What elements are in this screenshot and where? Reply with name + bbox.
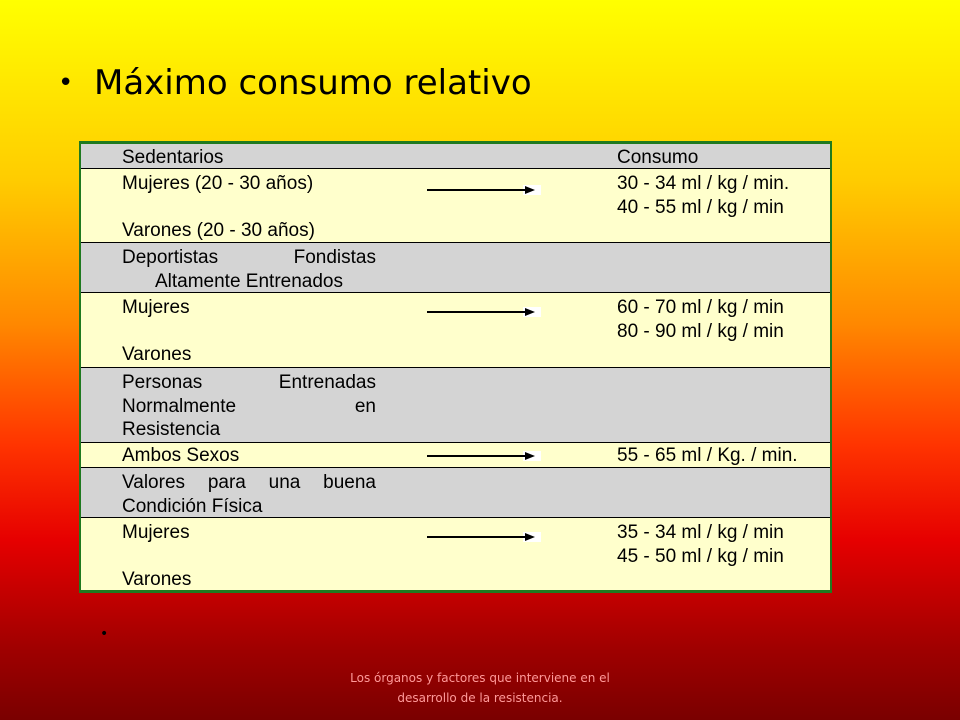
footer-line2: desarrollo de la resistencia.	[397, 691, 563, 705]
slide-title-row	[58, 58, 532, 108]
row3-labels	[122, 296, 376, 367]
row1-label-spacer	[122, 196, 376, 220]
row3-values	[617, 296, 837, 343]
row5-label: Ambos Sexos	[122, 445, 240, 466]
row1-value-varones: 40 - 55 ml / kg / min	[617, 196, 784, 218]
row7-label-spacer	[122, 545, 376, 569]
bullet-icon: •	[58, 68, 74, 98]
row7-label-varones: Varones	[122, 569, 192, 590]
row7-label-mujeres: Mujeres	[122, 522, 190, 543]
arrow-right-icon	[427, 305, 541, 319]
row1-label-mujeres: Mujeres (20 - 30 años)	[122, 173, 314, 194]
arrow-right-icon	[427, 530, 541, 544]
row6-label-line1: Valores para una buena	[122, 472, 376, 493]
row1-value-mujeres: 30 - 34 ml / kg / min.	[617, 173, 790, 194]
row4-label-line1: Personas Entrenadas	[122, 372, 376, 393]
row4-labels	[122, 371, 376, 442]
row5-value: 55 - 65 ml / Kg. / min.	[617, 445, 798, 466]
row3-label-mujeres: Mujeres	[122, 297, 190, 318]
table-row-entrenadas	[81, 368, 830, 443]
row6-label-line2: Condición Física	[122, 495, 263, 517]
row3-value-varones: 80 - 90 ml / kg / min	[617, 320, 784, 342]
table-row-condicion-values	[81, 518, 830, 590]
row1-labels	[122, 172, 376, 243]
row4-label-line2: Normalmente en	[122, 395, 376, 417]
row7-value-mujeres: 35 - 34 ml / kg / min	[617, 522, 784, 543]
header-sedentarios: Sedentarios	[122, 147, 224, 168]
row1-label-varones: Varones (20 - 30 años)	[122, 220, 315, 241]
row7-values	[617, 521, 837, 568]
row2-label-line2: Altamente Entrenados	[154, 270, 343, 292]
row7-labels	[122, 521, 376, 592]
slide-title: Máximo consumo relativo	[94, 63, 532, 103]
row2-label-line1: Deportistas Fondistas	[122, 247, 376, 268]
table-row-sedentarios	[81, 169, 830, 243]
row7-value-varones: 45 - 50 ml / kg / min	[617, 545, 784, 567]
header-consumo: Consumo	[617, 147, 699, 168]
row3-label-varones: Varones	[122, 344, 192, 365]
table-header-row	[81, 144, 830, 169]
arrow-right-icon	[427, 449, 541, 463]
row2-labels	[122, 246, 376, 293]
table-row-condicion	[81, 468, 830, 518]
row3-value-mujeres: 60 - 70 ml / kg / min	[617, 297, 784, 318]
table-row-deportistas-values	[81, 293, 830, 368]
table-row-ambos-sexos	[81, 443, 830, 468]
empty-bullet-icon: •	[100, 626, 109, 642]
row6-labels	[122, 471, 376, 518]
footer-line1: Los órganos y factores que interviene en el	[350, 671, 610, 685]
consumption-table	[79, 141, 832, 593]
table-row-deportistas	[81, 243, 830, 293]
slide-footer	[330, 668, 630, 708]
row3-label-spacer	[122, 320, 376, 344]
row4-label-line3: Resistencia	[122, 419, 221, 440]
arrow-right-icon	[427, 183, 541, 197]
row1-values	[617, 172, 837, 219]
